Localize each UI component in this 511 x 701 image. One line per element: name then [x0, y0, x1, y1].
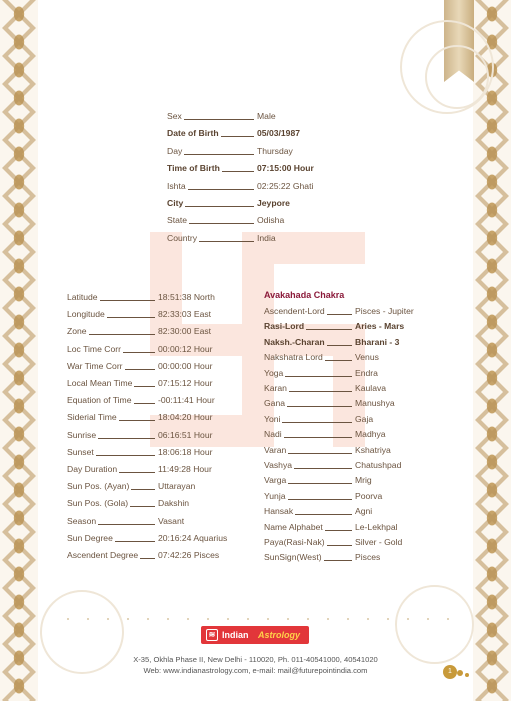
row-label: Yunja: [264, 490, 286, 501]
row-value: 18:06:18 Hour: [158, 446, 213, 457]
leader-line: [222, 171, 254, 172]
row-label: Nakshatra Lord: [264, 352, 323, 363]
row-value: Jeypore: [257, 198, 290, 208]
avakahada-chakra-title: Avakahada Chakra: [264, 290, 345, 300]
leader-line: [123, 352, 155, 353]
leader-line: [98, 438, 155, 439]
row-label: Karan: [264, 383, 287, 393]
row-label: Season: [67, 515, 97, 526]
row-value: Agni: [355, 506, 373, 517]
row-label: Name Alphabet: [264, 521, 323, 532]
row-label: Yoga: [264, 367, 284, 378]
row-label: Varga: [264, 475, 287, 486]
leader-line: [140, 558, 155, 559]
row-value: Male: [257, 111, 276, 121]
leader-line: [96, 455, 155, 456]
floral-decoration: [395, 585, 474, 664]
leader-line: [100, 300, 155, 301]
logo-mark-icon: ≋: [206, 629, 218, 641]
row-label: State: [167, 215, 188, 226]
row-value: 00:00:12 Hour: [158, 343, 213, 354]
leader-line: [325, 360, 352, 361]
footer-address: X-35, Okhla Phase II, New Delhi - 110020, Ph. 011-40541000, 40541020: [133, 655, 378, 664]
row-value: 82:30:00 East: [158, 326, 212, 337]
row-value: Silver - Gold: [355, 537, 403, 547]
leader-line: [282, 422, 352, 423]
row-value: Endra: [355, 367, 378, 378]
row-label: Day: [167, 145, 183, 156]
row-label: Ishta: [167, 180, 186, 191]
row-value: Kaulava: [355, 383, 387, 393]
row-label: Equation of Time: [67, 395, 132, 406]
leader-line: [98, 524, 155, 525]
row-value: 18:04:20 Hour: [158, 412, 213, 423]
leader-line: [324, 560, 352, 561]
row-value: Gaja: [355, 413, 374, 424]
leader-line: [184, 119, 254, 120]
row-value: Aries - Mars: [355, 321, 405, 332]
row-label: Varan: [264, 444, 287, 455]
leader-line: [115, 541, 155, 542]
leader-line: [221, 136, 254, 137]
leader-line: [185, 206, 254, 207]
row-value: Chatushpad: [355, 460, 402, 470]
leader-line: [327, 545, 352, 546]
row-label: Paya(Rasi-Nak): [264, 537, 325, 547]
row-value: Uttarayan: [158, 481, 196, 492]
row-label: Time of Birth: [167, 163, 220, 174]
row-label: Local Mean Time: [67, 378, 133, 388]
row-value: Bharani - 3: [355, 336, 400, 347]
floral-decoration: [425, 45, 489, 109]
row-label: Ascendent-Lord: [264, 306, 325, 316]
row-value: Mrig: [355, 475, 372, 486]
row-label: Sun Degree: [67, 532, 113, 543]
leader-line: [294, 468, 352, 469]
dotted-divider: [58, 618, 453, 620]
row-label: Zone: [67, 326, 87, 337]
row-label: Sun Pos. (Ayan): [67, 481, 130, 492]
row-label: Sun Pos. (Gola): [67, 498, 129, 509]
leader-line: [306, 329, 352, 330]
row-value: 07:15:00 Hour: [257, 163, 314, 174]
row-value: 11:49:28 Hour: [158, 464, 212, 474]
page-number-dot: [465, 673, 469, 677]
leader-line: [199, 241, 254, 242]
row-label: Sunset: [67, 446, 94, 457]
row-value: Kshatriya: [355, 444, 391, 455]
row-value: Odisha: [257, 215, 285, 226]
indian-astrology-logo: [201, 626, 309, 644]
row-label: Nadi: [264, 429, 282, 440]
row-label: Hansak: [264, 506, 294, 517]
row-label: Loc Time Corr: [67, 343, 121, 354]
row-label: Vashya: [264, 460, 293, 470]
row-value: 06:16:51 Hour: [158, 429, 213, 440]
leader-line: [107, 317, 155, 318]
row-value: Madhya: [355, 429, 386, 440]
row-value: 07:15:12 Hour: [158, 378, 213, 388]
row-label: Longitude: [67, 309, 105, 320]
row-value: 20:16:24 Aquarius: [158, 532, 228, 543]
row-label: War Time Corr: [67, 360, 123, 371]
leader-line: [125, 369, 155, 370]
row-value: Le-Lekhpal: [355, 521, 398, 532]
row-label: SunSign(West): [264, 552, 322, 563]
row-value: 82:33:03 East: [158, 309, 212, 320]
row-label: Ascendent Degree: [67, 550, 139, 560]
row-value: India: [257, 232, 276, 243]
leader-line: [288, 453, 352, 454]
leader-line: [287, 406, 352, 407]
leader-line: [288, 483, 352, 484]
row-value: 00:00:00 Hour: [158, 360, 213, 371]
leader-line: [130, 506, 155, 507]
page-number-dot: [457, 670, 463, 676]
leader-line: [285, 376, 352, 377]
row-label: Naksh.-Charan: [264, 336, 325, 347]
row-value: Poorva: [355, 490, 383, 501]
row-value: Pisces: [355, 552, 381, 563]
left-ornamental-border: [0, 0, 38, 701]
leader-line: [295, 514, 352, 515]
row-label: Day Duration: [67, 464, 118, 474]
page-number: 1: [443, 665, 457, 679]
row-label: Siderial Time: [67, 412, 117, 423]
row-label: Sunrise: [67, 429, 97, 440]
footer-web: Web: www.indianastrology.com, e-mail: mail@futurepointindia.com: [143, 666, 368, 675]
leader-line: [89, 334, 155, 335]
row-label: Gana: [264, 398, 286, 409]
row-value: 18:51:38 North: [158, 292, 215, 302]
row-value: Vasant: [158, 515, 185, 526]
leader-line: [188, 189, 254, 190]
row-label: Yoni: [264, 413, 281, 424]
row-value: Manushya: [355, 398, 395, 409]
row-label: Sex: [167, 111, 182, 121]
row-label: Latitude: [67, 292, 98, 302]
logo-text-primary: Indian: [222, 630, 249, 640]
row-value: -00:11:41 Hour: [158, 395, 215, 406]
leader-line: [134, 403, 155, 404]
leader-line: [184, 154, 254, 155]
row-value: Venus: [355, 352, 379, 363]
leader-line: [327, 314, 352, 315]
row-label: Date of Birth: [167, 128, 219, 139]
leader-line: [327, 345, 352, 346]
leader-line: [289, 391, 352, 392]
row-label: Country: [167, 232, 198, 243]
right-ornamental-border: [473, 0, 511, 701]
leader-line: [284, 437, 352, 438]
leader-line: [119, 420, 155, 421]
row-label: City: [167, 198, 184, 208]
row-label: Rasi-Lord: [264, 321, 305, 332]
row-value: 07:42:26 Pisces: [158, 550, 220, 560]
leader-line: [288, 499, 352, 500]
logo-text-secondary: Astrology: [258, 630, 301, 640]
row-value: 02:25:22 Ghati: [257, 180, 314, 191]
row-value: Thursday: [257, 145, 293, 156]
row-value: Pisces - Jupiter: [355, 306, 414, 316]
row-value: Dakshin: [158, 498, 190, 509]
leader-line: [119, 472, 155, 473]
leader-line: [189, 223, 254, 224]
row-value: 05/03/1987: [257, 128, 301, 139]
leader-line: [131, 489, 155, 490]
leader-line: [325, 530, 352, 531]
leader-line: [134, 386, 155, 387]
